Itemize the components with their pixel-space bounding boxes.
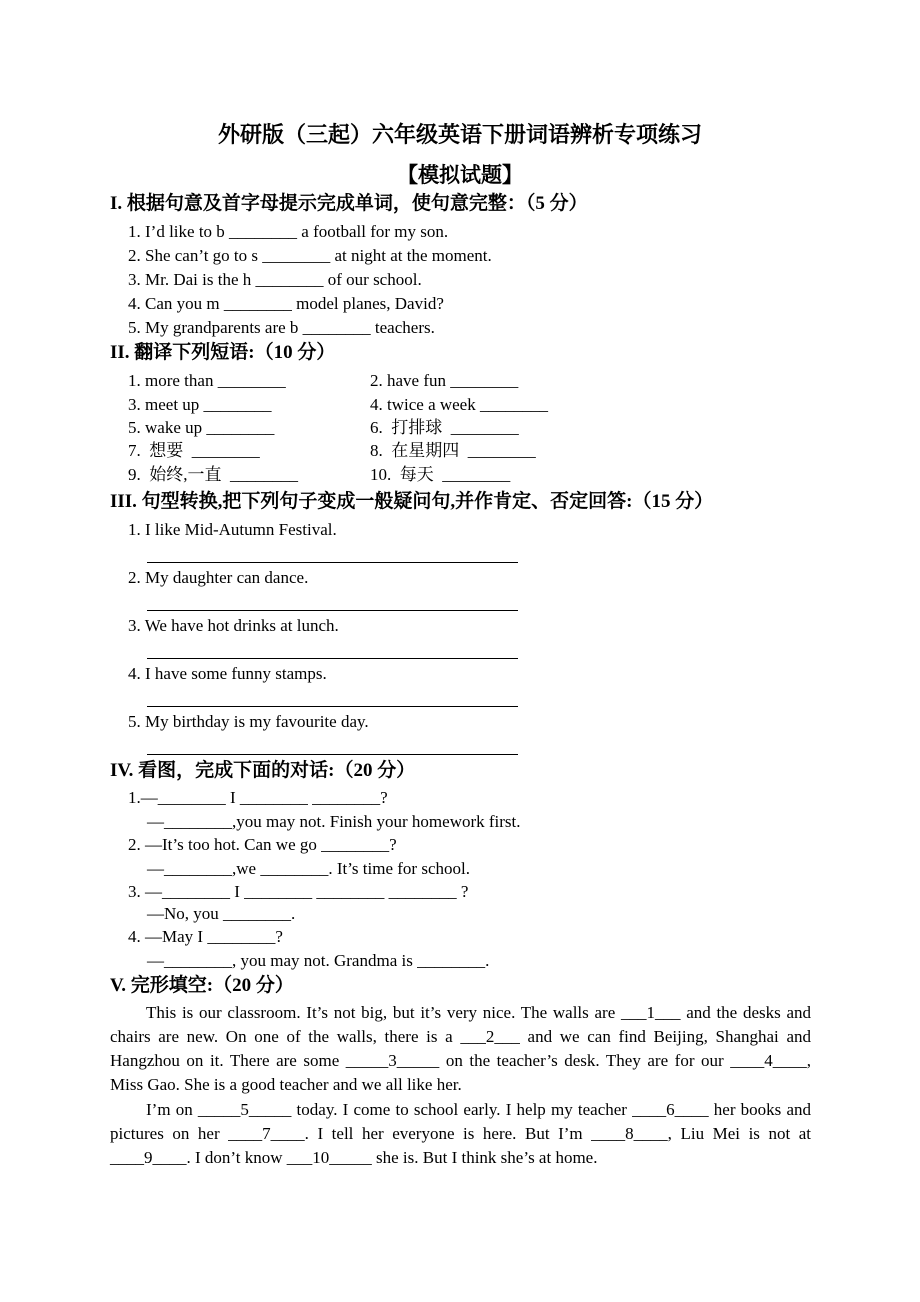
cloze-paragraph-1 — [110, 1001, 811, 1097]
answer-line — [147, 610, 518, 611]
s1-item: 1. I’d like to b ________ a football for my son. — [128, 222, 449, 241]
s4-line: 1.—________ I ________ ________? — [128, 788, 388, 807]
s1-item: 5. My grandparents are b ________ teachers. — [128, 318, 435, 337]
section-5-heading: V. 完形填空:（20 分） — [110, 975, 294, 996]
s4-line: —________,you may not. Finish your homework first. — [147, 812, 521, 831]
s2-left-item: 9. 始终,一直 ________ — [128, 465, 298, 484]
s4-line: —________,we ________. It’s time for school. — [147, 859, 470, 878]
page-subtitle: 【模拟试题】 — [397, 163, 523, 187]
s1-item: 2. She can’t go to s ________ at night at the moment. — [128, 246, 492, 265]
cloze-paragraph-2-text: I’m on _____5_____ today. I come to school early. I help my teacher ____6____ her books and pictures on her ____7____. I tell her everyone is here. But I’m ____8____, Liu Mei is not at ____9____. I don’t know ___10_____ she is. But I think she’s at home. — [110, 1100, 811, 1167]
section-2-heading: II. 翻译下列短语:（10 分） — [110, 342, 336, 363]
answer-line — [147, 754, 518, 755]
s3-item: 5. My birthday is my favourite day. — [128, 712, 369, 731]
section-1-heading: I. 根据句意及首字母提示完成单词，使句意完整：（5 分） — [110, 193, 588, 214]
s2-left-item: 1. more than ________ — [128, 371, 286, 390]
s2-right-item: 4. twice a week ________ — [370, 395, 548, 414]
s3-item: 4. I have some funny stamps. — [128, 664, 327, 683]
s2-right-item: 8. 在星期四 ________ — [370, 441, 536, 460]
s2-left-item: 7. 想要 ________ — [128, 441, 260, 460]
cloze-paragraph-1-text: This is our classroom. It’s not big, but it’s very nice. The walls are ___1___ and the desks and chairs are new. On one of the walls, there is a ___2___ and we can find Beijing, Shanghai and Hangzhou on it. There are some _____3_____ on the teacher’s desk. They are for our ____4____, Miss Gao. She is a good teacher and we all like her. — [110, 1003, 811, 1094]
section-4-heading: IV. 看图，完成下面的对话:（20 分） — [110, 760, 416, 781]
s3-item: 2. My daughter can dance. — [128, 568, 309, 587]
s1-item: 3. Mr. Dai is the h ________ of our school. — [128, 270, 422, 289]
page-title: 外研版（三起）六年级英语下册词语辨析专项练习 — [217, 122, 702, 147]
s1-item: 4. Can you m ________ model planes, David? — [128, 294, 444, 313]
s2-right-item: 2. have fun ________ — [370, 371, 519, 390]
s4-line: 3. —________ I ________ ________ ________ ? — [128, 882, 469, 901]
s4-line: 2. —It’s too hot. Can we go ________? — [128, 835, 397, 854]
answer-line — [147, 658, 518, 659]
s3-item: 1. I like Mid-Autumn Festival. — [128, 520, 337, 539]
s2-left-item: 3. meet up ________ — [128, 395, 272, 414]
answer-line — [147, 562, 518, 563]
s2-right-item: 6. 打排球 ________ — [370, 418, 519, 437]
section-3-heading: III. 句型转换,把下列句子变成一般疑问句,并作肯定、否定回答:（15 分） — [110, 491, 714, 512]
s4-line: —No, you ________. — [147, 904, 296, 923]
cloze-paragraph-2 — [110, 1098, 811, 1170]
s3-item: 3. We have hot drinks at lunch. — [128, 616, 339, 635]
answer-line — [147, 706, 518, 707]
s2-right-item: 10. 每天 ________ — [370, 465, 511, 484]
s4-line: 4. —May I ________? — [128, 927, 283, 946]
s4-line: —________, you may not. Grandma is ________. — [147, 951, 490, 970]
s2-left-item: 5. wake up ________ — [128, 418, 275, 437]
